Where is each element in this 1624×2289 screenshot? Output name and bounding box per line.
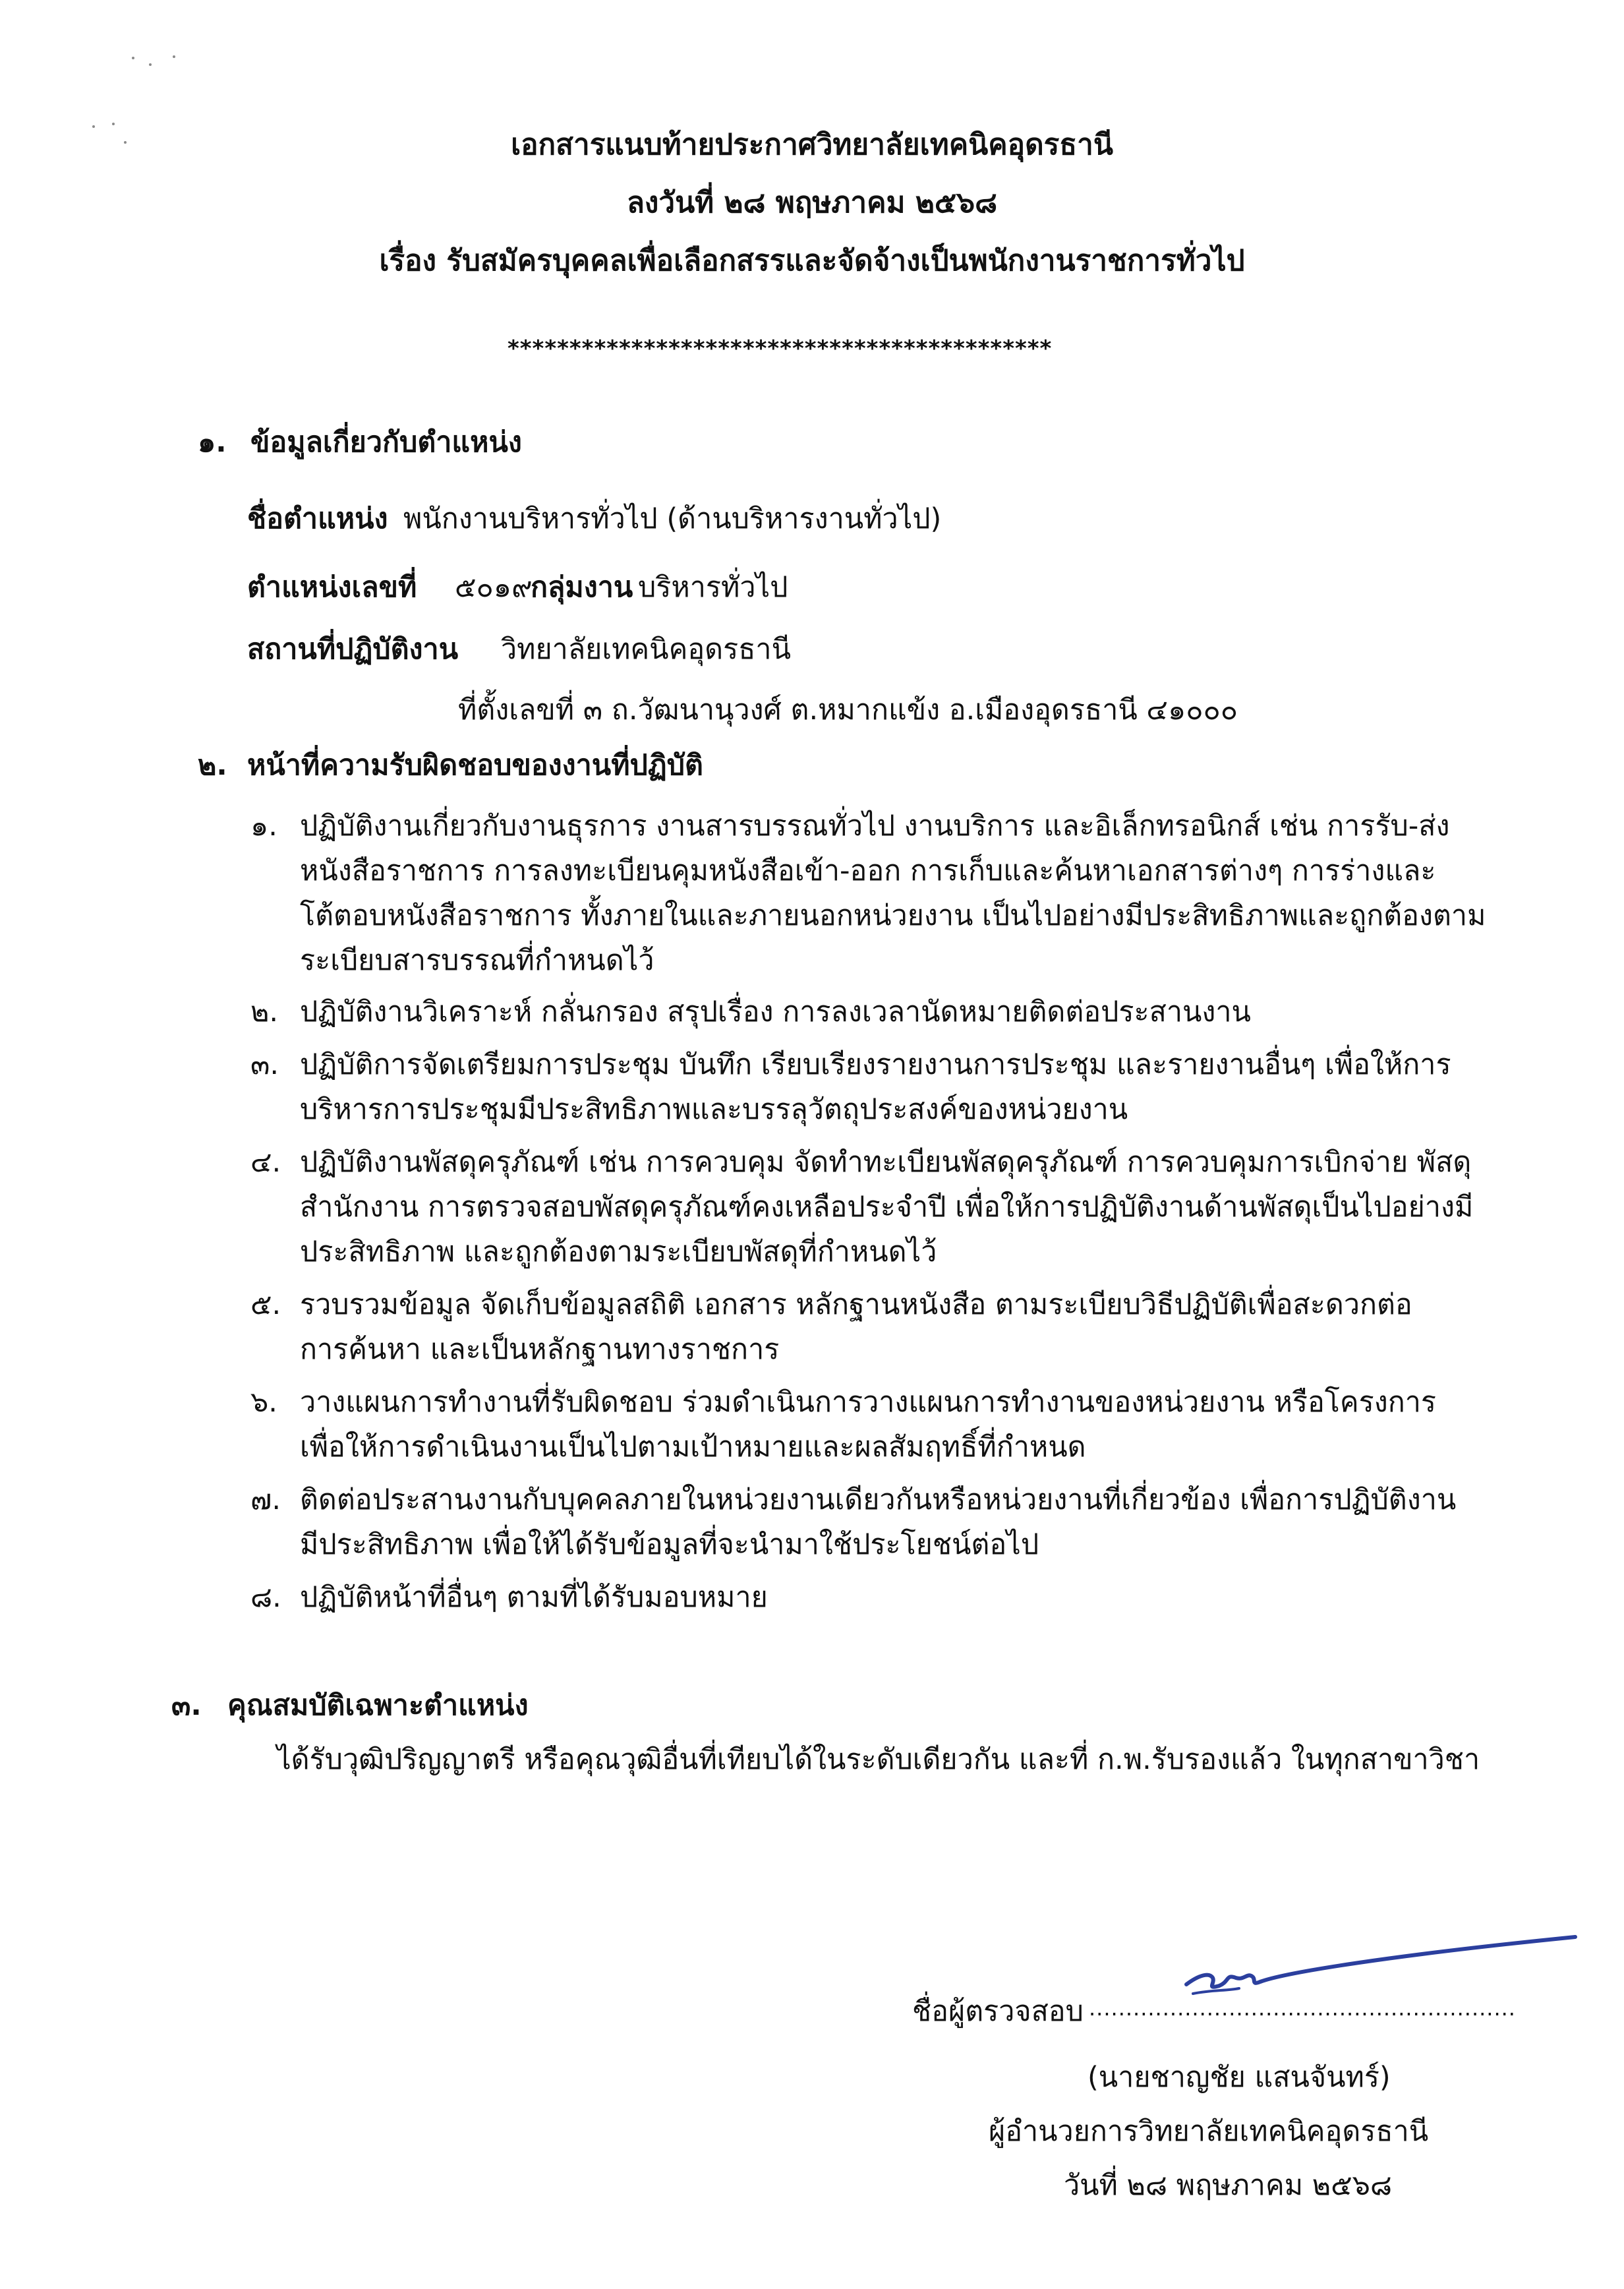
duty-item-line: ปฏิบัติหน้าที่อื่นๆ ตามที่ได้รับมอบหมาย xyxy=(300,1581,768,1614)
duty-item-line: วางแผนการทำงานที่รับผิดชอบ ร่วมดำเนินการวางแผนการทำงานของหน่วยงาน หรือโครงการ xyxy=(300,1386,1437,1419)
duty-item-line: ติดต่อประสานงานกับบุคคลภายในหน่วยงานเดียวกันหรือหน่วยงานที่เกี่ยวข้อง เพื่อการปฏิบัติงาน xyxy=(300,1483,1457,1516)
workplace-address: ที่ตั้งเลขที่ ๓ ถ.วัฒนานุวงศ์ ต.หมากแข้ง อ.เมืองอุดรธานี ๔๑๐๐๐ xyxy=(458,694,1238,727)
doc-title-line1: เอกสารแนบท้ายประกาศวิทยาลัยเทคนิคอุดรธานี xyxy=(511,128,1113,162)
duty-item-line: ปฏิบัติงานวิเคราะห์ กลั่นกรอง สรุปเรื่อง การลงเวลานัดหมายติดต่อประสานงาน xyxy=(300,996,1251,1028)
position-name-value: พนักงานบริหารทั่วไป (ด้านบริหารงานทั่วไป) xyxy=(403,502,942,535)
work-group-value: บริหารทั่วไป xyxy=(638,571,788,604)
duty-item-line: บริหารการประชุมมีประสิทธิภาพและบรรลุวัตถุประสงค์ของหน่วยงาน xyxy=(300,1093,1128,1126)
section1-number: ๑. xyxy=(198,426,227,459)
duty-item-number: ๘. xyxy=(250,1581,281,1614)
duty-item-number: ๗. xyxy=(250,1483,281,1516)
signature-date: วันที่ ๒๘ พฤษภาคม ๒๕๖๘ xyxy=(1064,2169,1393,2202)
duty-item-number: ๑. xyxy=(250,810,277,843)
signature-label: ชื่อผู้ตรวจสอบ xyxy=(912,1995,1084,2028)
workplace-label: สถานที่ปฏิบัติงาน xyxy=(247,633,459,666)
signature-dotted-line: .......................................................... xyxy=(1089,1996,1516,2021)
signatory-name: (นายชาญชัย แสนจันทร์) xyxy=(1088,2061,1391,2094)
duty-item-number: ๖. xyxy=(250,1386,277,1419)
duty-item-number: ๔. xyxy=(250,1146,281,1179)
position-no-label: ตำแหน่งเลขที่ xyxy=(247,571,417,604)
duty-item-line: หนังสือราชการ การลงทะเบียนคุมหนังสือเข้า-ออก การเก็บและค้นหาเอกสารต่างๆ การร่างและ xyxy=(300,854,1436,887)
duty-item-line: การค้นหา และเป็นหลักฐานทางราชการ xyxy=(300,1333,780,1366)
section1-title: ข้อมูลเกี่ยวกับตำแหน่ง xyxy=(250,426,522,459)
separator-asterisks: ******************************************** xyxy=(508,336,1053,362)
position-no-value: ๕๐๑๙ xyxy=(455,571,533,604)
duty-item-line: ประสิทธิภาพ และถูกต้องตามระเบียบพัสดุที่กำหนดไว้ xyxy=(300,1235,937,1268)
signatory-title: ผู้อำนวยการวิทยาลัยเทคนิคอุดรธานี xyxy=(989,2115,1429,2148)
workplace-value: วิทยาลัยเทคนิคอุดรธานี xyxy=(501,633,791,666)
section2-number: ๒. xyxy=(198,749,227,782)
section3-number: ๓. xyxy=(171,1689,202,1722)
work-group-label: กลุ่มงาน xyxy=(531,571,633,604)
duty-item-line: ปฏิบัติงานพัสดุครุภัณฑ์ เช่น การควบคุม จัดทำทะเบียนพัสดุครุภัณฑ์ การควบคุมการเบิกจ่าย พัสดุ xyxy=(300,1146,1472,1179)
section3-title: คุณสมบัติเฉพาะตำแหน่ง xyxy=(227,1689,529,1722)
duty-item-line: ปฏิบัติการจัดเตรียมการประชุม บันทึก เรียบเรียงรายงานการประชุม และรายงานอื่นๆ เพื่อให้การ xyxy=(300,1048,1451,1081)
qualification-text: ได้รับวุฒิปริญญาตรี หรือคุณวุฒิอื่นที่เทียบได้ในระดับเดียวกัน และที่ ก.พ.รับรองแล้ว ในทุกสาขาวิชา xyxy=(277,1743,1480,1776)
duty-item-number: ๓. xyxy=(250,1048,279,1081)
duty-item-line: เพื่อให้การดำเนินงานเป็นไปตามเป้าหมายและผลสัมฤทธิ์ที่กำหนด xyxy=(300,1431,1086,1464)
duty-item-line: โต้ตอบหนังสือราชการ ทั้งภายในและภายนอกหน่วยงาน เป็นไปอย่างมีประสิทธิภาพและถูกต้องตาม xyxy=(300,899,1486,932)
doc-title-line2: ลงวันที่ ๒๘ พฤษภาคม ๒๕๖๘ xyxy=(626,186,998,220)
position-name-label: ชื่อตำแหน่ง xyxy=(247,502,388,535)
duty-item-number: ๕. xyxy=(250,1288,281,1321)
duty-item-line: ระเบียบสารบรรณที่กำหนดไว้ xyxy=(300,944,654,977)
duty-item-line: ปฏิบัติงานเกี่ยวกับงานธุรการ งานสารบรรณทั่วไป งานบริการ และอิเล็กทรอนิกส์ เช่น การรับ-ส่ง xyxy=(300,810,1450,843)
section2-title: หน้าที่ความรับผิดชอบของงานที่ปฏิบัติ xyxy=(247,749,703,782)
doc-title-line3: เรื่อง รับสมัครบุคคลเพื่อเลือกสรรและจัดจ้างเป็นพนักงานราชการทั่วไป xyxy=(379,244,1245,278)
duty-item-line: รวบรวมข้อมูล จัดเก็บข้อมูลสถิติ เอกสาร หลักฐานหนังสือ ตามระเบียบวิธีปฏิบัติเพื่อสะดวกต่อ xyxy=(300,1288,1412,1321)
duty-item-number: ๒. xyxy=(250,996,279,1028)
duty-item-line: มีประสิทธิภาพ เพื่อให้ได้รับข้อมูลที่จะนำมาใช้ประโยชน์ต่อไป xyxy=(300,1528,1039,1561)
duty-item-line: สำนักงาน การตรวจสอบพัสดุครุภัณฑ์คงเหลือประจำปี เพื่อให้การปฏิบัติงานด้านพัสดุเป็นไปอย่างมี xyxy=(300,1191,1474,1224)
